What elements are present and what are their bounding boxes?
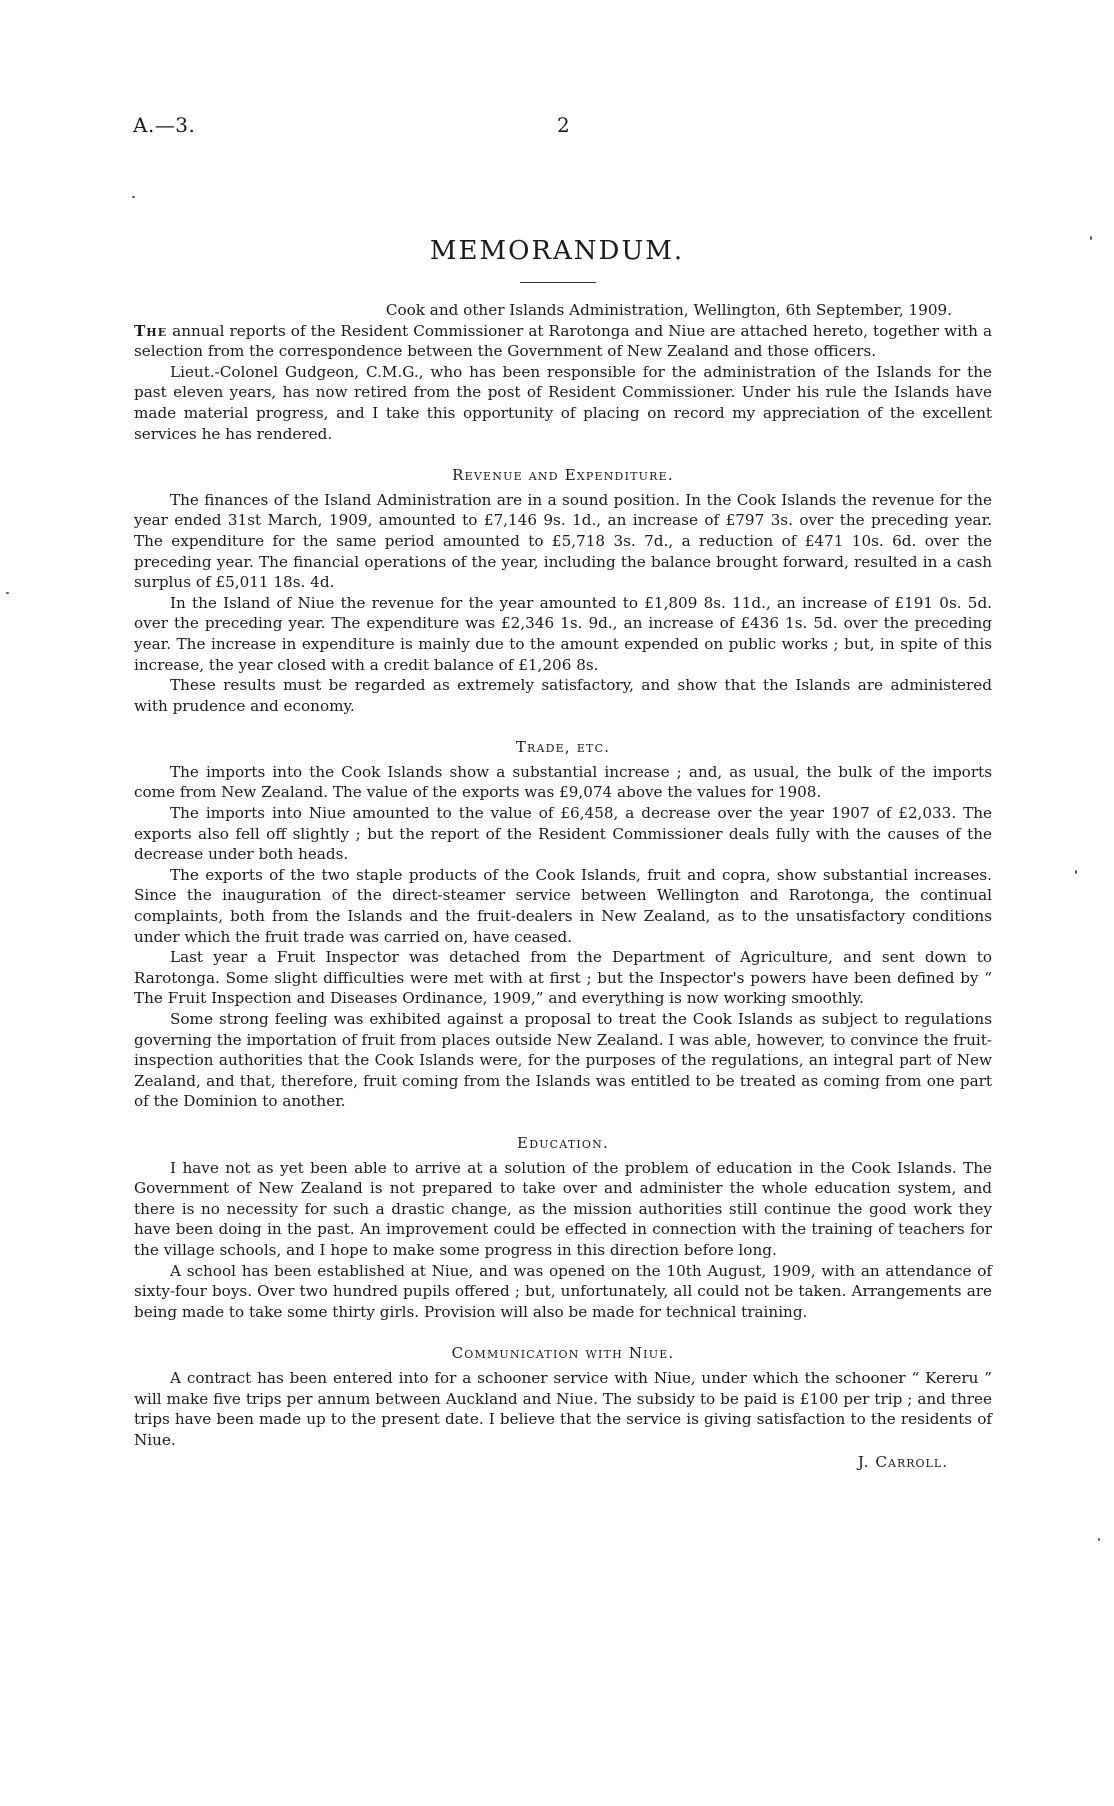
revenue-paragraph-1: The finances of the Island Administration are in a sound position. In the Cook Islands the revenue for the year ended 31st March, 1909, amounted to £7,146 9s. 1d., an increase of £797 3s. over the preceding year. The expenditure for the same period amounted to £5,718 3s. 7d., a reduction of £471 10s. 6d. over the preceding year. The financial operations of the year, including the balance brought forward, resulted in a cash surplus of £5,011 18s. 4d. [134,490,992,592]
document-reference: A.—3. [133,113,196,137]
trade-paragraph-1: The imports into the Cook Islands show a substantial increase ; and, as usual, the bulk of the imports come from New Zealand. The value of the exports was £9,074 above the values for 1908. [134,762,992,802]
intro-paragraph-1-text: annual reports of the Resident Commissioner at Rarotonga and Niue are attached hereto, together with a selection from the correspondence between the Government of New Zealand and those officers. [134,321,992,361]
education-paragraph-2: A school has been established at Niue, and was opened on the 10th August, 1909, with an attendance of sixty-four boys. Over two hundred pupils offered ; but, unfortunately, all could not be taken. Arrangements are being made to take some thirty girls. Provision will also be made for technical training. [134,1261,992,1321]
signature: J. Carroll. [857,1453,948,1472]
page-number: 2 [557,113,570,137]
scan-speck [1075,870,1077,874]
scan-speck [1098,1538,1100,1541]
revenue-paragraph-3: These results must be regarded as extremely satisfactory, and show that the Islands are administered with prudence and economy. [134,676,992,715]
scan-speck [132,196,135,198]
memorandum-body [134,300,992,1473]
section-heading-communication: Communication with Niue. [451,1344,675,1363]
trade-paragraph-2: The imports into Niue amounted to the value of £6,458, a decrease over the year 1907 of £2,033. The exports also fell off slightly ; but the report of the Resident Commissioner deals fully with the causes of the decrease under both heads. [134,804,992,864]
intro-lead-word: The [134,321,168,340]
revenue-paragraph-2: In the Island of Niue the revenue for the year amounted to £1,809 8s. 11d., an increase of £191 0s. 5d. over the preceding year. The expenditure was £2,346 1s. 9d., an increase of £436 1s. 5d. over the preceding year. The increase in expenditure is mainly due to the amount expended on public works ; but, in spite of this increase, the year closed with a credit balance of £1,206 8s. [134,593,992,674]
trade-paragraph-4: Last year a Fruit Inspector was detached from the Department of Agriculture, and sent down to Rarotonga. Some slight difficulties were met with at first ; but the Inspector's powers have been defined by “ The Fruit Inspection and Diseases Ordinance, 1909,” and everything is now working smoothly. [134,948,992,1008]
dateline: Cook and other Islands Administration, Wellington, 6th September, 1909. [385,301,952,319]
trade-paragraph-3: The exports of the two staple products of the Cook Islands, fruit and copra, show substantial increases. Since the inauguration of the direct-steamer service between Wellington and Rarotonga, the continual complaints, both from the Islands and the fruit-dealers in New Zealand, as to the unsatisfactory conditions under which the fruit trade was carried on, have ceased. [134,865,992,946]
trade-paragraph-5: Some strong feeling was exhibited against a proposal to treat the Cook Islands as subject to regulations governing the importation of fruit from places outside New Zealand. I was able, however, to convince the fruit-inspection authorities that the Cook Islands were, for the purposes of the regulations, an integral part of New Zealand, and that, therefore, fruit coming from the Islands was entitled to be treated as coming from one part of the Dominion to another. [134,1010,992,1111]
page-title: MEMORANDUM. [429,236,685,266]
education-paragraph-1: I have not as yet been able to arrive at a solution of the problem of education in the Cook Islands. The Government of New Zealand is not prepared to take over and administer the whole education system, and there is no necessity for such a drastic change, as the mission authorities still continue the good work they have been doing in the past. An improvement could be effected in connection with the training of teachers for the village schools, and I hope to make some progress in this direction before long. [134,1158,992,1259]
section-heading-revenue: Revenue and Expenditure. [452,466,674,485]
section-heading-trade: Trade, etc. [515,738,611,757]
communication-paragraph-1: A contract has been entered into for a schooner service with Niue, under which the schooner “ Kereru ” will make five trips per annum between Auckland and Niue. The subsidy to be paid is £100 per trip ; and three trips have been made up to the present date. I believe that the service is giving satisfaction to the residents of Niue. [134,1368,992,1449]
intro-paragraph-1 [134,321,992,362]
section-heading-education: Education. [517,1133,609,1152]
scan-speck [1090,236,1092,240]
title-rule [520,282,596,283]
intro-paragraph-2: Lieut.-Colonel Gudgeon, C.M.G., who has been responsible for the administration of the Islands for the past eleven years, has now retired from the post of Resident Commissioner. Under his rule the Islands have made material progress, and I take this opportunity of placing on record my appreciation of the excellent services he has rendered. [134,362,992,443]
scan-speck [6,592,9,594]
page-header [133,113,993,143]
